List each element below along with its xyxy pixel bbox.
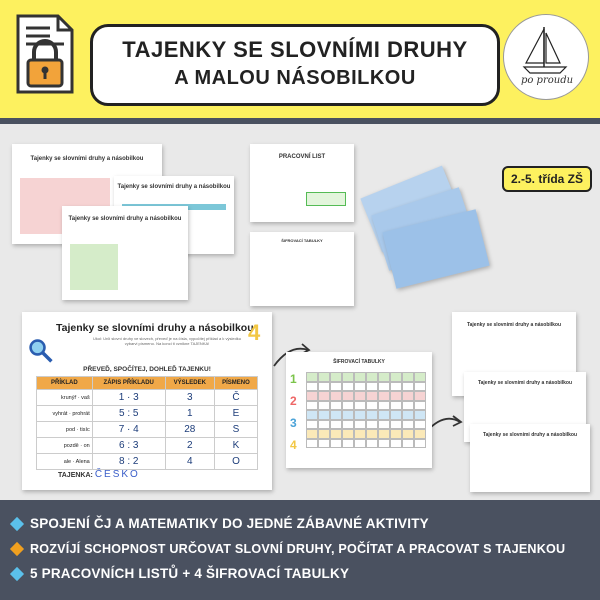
- worksheet-title: Tajenky se slovními druhy a násobilkou: [56, 322, 254, 334]
- cipher-cards-fan: [360, 140, 496, 290]
- diamond-bullet-icon: [10, 541, 24, 555]
- table-row: ale · Alena 8 : 2 4 O: [37, 454, 258, 470]
- feature-list: [10, 511, 565, 586]
- answer-box: [306, 192, 346, 206]
- sheet-title: Tajenky se slovními druhy a násobilkou: [482, 432, 578, 438]
- sheet-title: Tajenky se slovními druhy a násobilkou: [477, 380, 573, 386]
- column-header: ZÁPIS PŘÍKLADU: [92, 377, 165, 390]
- worksheet-preview-4: [250, 144, 354, 222]
- worksheet-preview-3: [62, 206, 188, 300]
- grade-badge: 2.-5. třída ZŠ: [502, 166, 592, 192]
- feature-item: [10, 561, 565, 586]
- worksheet-preview-7: [470, 424, 590, 492]
- tajenka: [58, 469, 140, 480]
- sheet-title: Tajenky se slovními druhy a násobilkou: [117, 184, 231, 190]
- table-title: ŠIFROVACÍ TABULKY: [281, 238, 323, 243]
- cipher-grid: [306, 372, 426, 448]
- locked-file-icon: [14, 14, 76, 94]
- number-4-icon: 4: [248, 320, 261, 345]
- tajenka-label: TAJENKA:: [58, 472, 93, 479]
- table-preview-small: [250, 232, 354, 306]
- cipher-sheet-title: ŠIFROVACÍ TABULKY: [333, 359, 385, 365]
- page-title: TAJENKY SE SLOVNÍMI DRUHY: [122, 37, 468, 62]
- table-row: krunýř · vaš 1 · 3 3 Č: [37, 390, 258, 406]
- magnifier-icon: [28, 338, 54, 364]
- column-header: VÝSLEDEK: [165, 377, 214, 390]
- sheet-title: Tajenky se slovními druhy a násobilkou: [466, 322, 562, 328]
- table-row: pod · tisíc 7 · 4 28 S: [37, 422, 258, 438]
- divider: [0, 118, 600, 124]
- feature-text: ROZVÍJÍ SCHOPNOST URČOVAT SLOVNÍ DRUHY, POČÍTAT A PRACOVAT S TAJENKOU: [30, 541, 566, 556]
- example-table: [36, 376, 258, 470]
- column-header: PŘÍKLAD: [37, 377, 93, 390]
- table-row: pozdě · on 6 : 3 2 K: [37, 438, 258, 454]
- sheet-table: [70, 244, 118, 290]
- number-badges: 1 2 3 4: [290, 372, 297, 452]
- sailboat-icon: [504, 15, 590, 101]
- feature-item: [10, 511, 565, 536]
- worksheet-description: Ukol: Urči slovní druhy ve slovech, převeď je na čísla, vypočítej příklad a k výsledku vybarvi písmeno. Na konci ti vznikne TAJENKA!: [92, 336, 242, 346]
- feature-item: [10, 536, 565, 561]
- diamond-bullet-icon: [10, 566, 24, 580]
- table-row: vyhrát · prohrát 5 : 5 1 E: [37, 406, 258, 422]
- tajenka-value: ČESKO: [94, 469, 140, 480]
- cipher-table-sheet: [286, 352, 432, 468]
- column-header: PÍSMENO: [214, 377, 257, 390]
- feature-text: 5 PRACOVNÍCH LISTŮ + 4 ŠIFROVACÍ TABULKY: [30, 566, 350, 581]
- main-worksheet: [22, 312, 272, 490]
- worksheet-subtitle: PŘEVEĎ, SPOČÍTEJ, DOHLEĎ TAJENKU!: [83, 366, 211, 373]
- title-box: [90, 24, 500, 106]
- page-subtitle: A MALOU NÁSOBILKOU: [174, 67, 416, 89]
- feature-text: SPOJENÍ ČJ A MATEMATIKY DO JEDNÉ ZÁBAVNÉ AKTIVITY: [30, 516, 429, 531]
- sheet-title: Tajenky se slovními druhy a násobilkou: [30, 156, 144, 162]
- worksheet-title: PRACOVNÍ LIST: [278, 154, 326, 160]
- brand-logo: [503, 14, 589, 100]
- logo-text: po proudu: [520, 75, 574, 86]
- diamond-bullet-icon: [10, 516, 24, 530]
- sheet-title: Tajenky se slovními druhy a násobilkou: [68, 216, 182, 222]
